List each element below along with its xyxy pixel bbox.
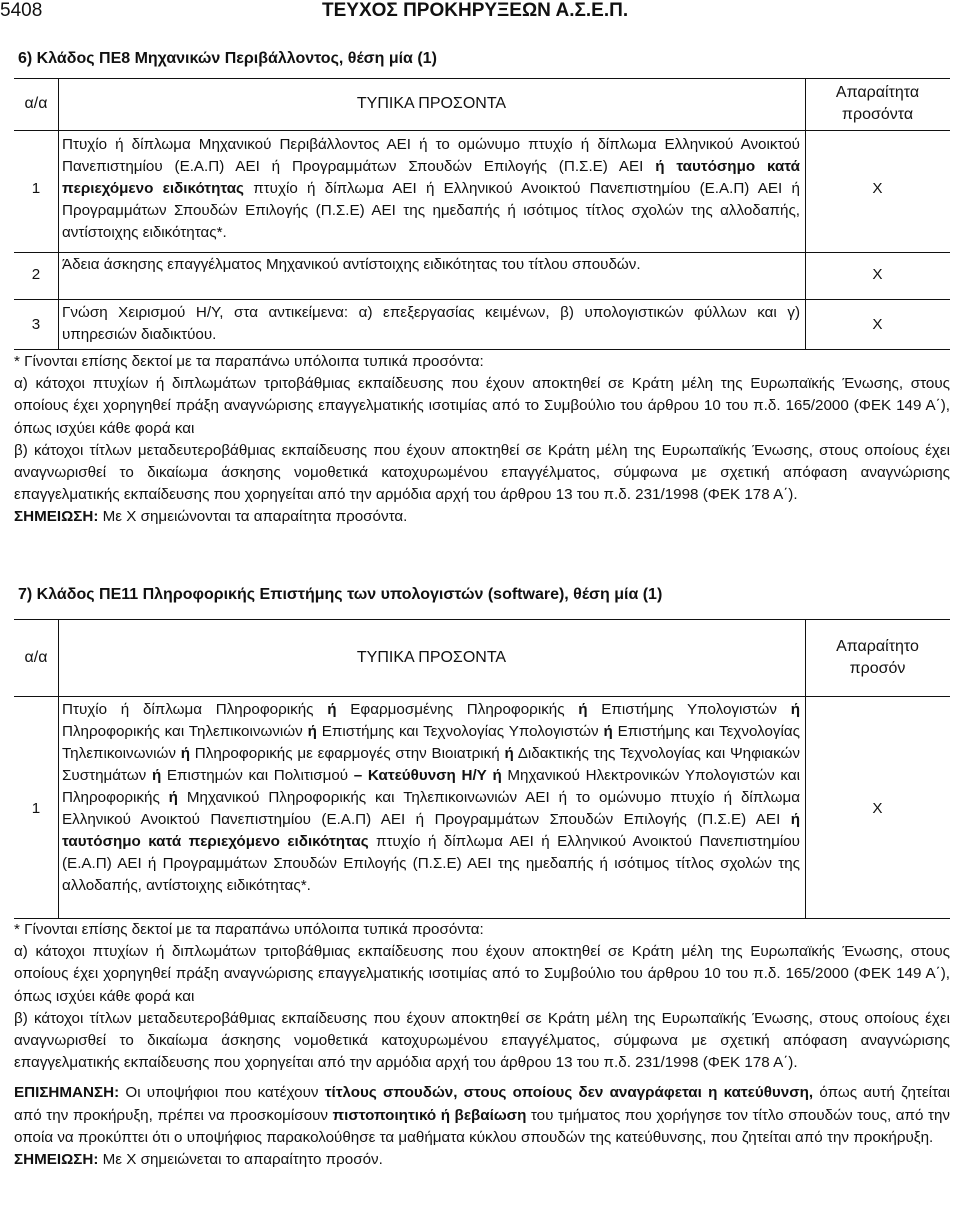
qualification-text: πτυχίο ή δίπλωμα ΑΕΙ ή Ελληνικού Ανοικτού Πανεπιστημίου (Ε.Α.Π) ΑΕΙ ή Προγραμμάτων Σπουδών Επιλογής (Π.Σ.Ε) ΑΕΙ της ημεδαπής ή ισότιμος τίτλος σχολών της αλλοδαπής, αντίστοιχης ειδικότητας*. bbox=[62, 833, 800, 894]
row-number: 1 bbox=[31, 800, 41, 817]
note-b: β) κάτοχοι τίτλων μεταδευτεροβάθμιας εκπαίδευσης που έχουν αποκτηθεί σε Κράτη μέλη της Ευρωπαϊκής Ένωσης, στους οποίους έχει αναγνωρισθεί το δικαίωμα άσκησης νομοθετικά κατοχυρωμένου επαγγέλματος, σύμφωνα με σχετική απόφαση αναγνώρισης επαγγελματικής εκπαίδευσης που χορηγείται από την αρμόδια αρχή του άρθρου 13 του π.δ. 231/1998 (ΦΕΚ 178 Α΄). bbox=[14, 441, 950, 504]
qualification-bold: ή bbox=[578, 701, 588, 718]
col-header-quals: ΤΥΠΙΚΑ ΠΡΟΣΟΝΤΑ bbox=[356, 649, 507, 666]
remark-text: Με Χ σημειώνεται το απαραίτητο προσόν. bbox=[98, 1151, 383, 1169]
qualification-text: Πληροφορικής με εφαρμογές στην Βιοιατρική bbox=[190, 745, 505, 762]
table-border bbox=[14, 349, 950, 350]
note-remark bbox=[14, 1149, 950, 1171]
qualification-text: Επιστήμης και Τεχνολογίας Υπολογιστών bbox=[316, 723, 604, 740]
remark-label: ΣΗΜΕΙΩΣΗ: bbox=[14, 1151, 99, 1169]
col-header-required-line2: προσόντα bbox=[841, 106, 914, 123]
col-header-required bbox=[805, 636, 950, 680]
note-b: β) κάτοχοι τίτλων μεταδευτεροβάθμιας εκπαίδευσης που έχουν αποκτηθεί σε Κράτη μέλη της Ευρωπαϊκής Ένωσης, στους οποίους έχει αναγνωρισθεί το δικαίωμα άσκησης νομοθετικά κατοχυρωμένου επαγγέλματος, σύμφωνα με σχετική απόφαση αναγνώρισης επαγγελματικής εκπαίδευσης που χορηγείται από την αρμόδια αρχή του άρθρου 13 του π.δ. 231/1998 (ΦΕΚ 178 Α΄). bbox=[14, 1009, 950, 1072]
section6-title: 6) Κλάδος ΠΕ8 Μηχανικών Περιβάλλοντος, θέση μία (1) bbox=[18, 50, 437, 67]
note-intro: * Γίνονται επίσης δεκτοί με τα παραπάνω υπόλοιπα τυπικά προσόντα: bbox=[14, 353, 484, 370]
row-number: 3 bbox=[31, 316, 41, 333]
attention-text: του τμήματος που χορήγησε τον τίτλο σπουδών τους, από την οποία να προκύπτει ότι ο υποψήφιος παρακολούθησε τα μαθήματα κύκλου σπουδών της κατεύθυνσης, που ζητείται από την προκήρυξη. bbox=[14, 1106, 950, 1146]
col-header-required-line1: Απαραίτητα bbox=[835, 84, 920, 101]
note-a: α) κάτοχοι πτυχίων ή διπλωμάτων τριτοβάθμιας εκπαίδευσης που έχουν αποκτηθεί σε Κράτη μέλη της Ευρωπαϊκής Ένωσης, στους οποίους έχει χορηγηθεί πράξη αναγνώρισης επαγγελματικής ισοτιμίας από το Συμβούλιο του άρθρου 10 του π.δ. 165/2000 (ΦΕΚ 149 Α΄), όπως ισχύει κάθε φορά και bbox=[14, 943, 950, 1005]
qualification-bold: ή bbox=[790, 701, 800, 718]
table-border bbox=[14, 252, 950, 253]
attention-text: όπως αυτή ζητείται από την προκήρυξη, πρέπει να προσκομίσουν bbox=[14, 1084, 950, 1124]
col-header-required-line1: Απαραίτητο bbox=[836, 638, 919, 655]
col-header-required bbox=[805, 82, 950, 126]
row-number: 1 bbox=[31, 180, 41, 197]
qualification-text: πτυχίο ή δίπλωμα ΑΕΙ ή Ελληνικού Ανοικτού Πανεπιστημίου (Ε.Α.Π) ΑΕΙ ή Προγραμμάτων Σπουδών Επιλογής (Π.Σ.Ε) ΑΕΙ της ημεδαπής ή ισότιμος τίτλος σχολών της αλλοδαπής, αντίστοιχης ειδικότητας*. bbox=[62, 180, 800, 241]
table-border bbox=[14, 299, 950, 300]
table-border bbox=[14, 78, 950, 79]
required-mark: Χ bbox=[872, 180, 883, 197]
attention-bold: πιστοποιητικό ή βεβαίωση bbox=[332, 1106, 527, 1124]
qualification-text: Επιστήμης και Τεχνολογίας Τηλεπικοινωνιών bbox=[62, 723, 801, 762]
note-intro: * Γίνονται επίσης δεκτοί με τα παραπάνω υπόλοιπα τυπικά προσόντα: bbox=[14, 921, 484, 938]
section7-notes bbox=[14, 919, 950, 1171]
qualification-bold: ή bbox=[168, 789, 178, 806]
table-border bbox=[14, 696, 950, 697]
qualification-bold: ή ταυτόσημο κατά περιεχόμενο ειδικότητας bbox=[62, 158, 800, 197]
note-a: α) κάτοχοι πτυχίων ή διπλωμάτων τριτοβάθμιας εκπαίδευσης που έχουν αποκτηθεί σε Κράτη μέλη της Ευρωπαϊκής Ένωσης, στους οποίους έχει χορηγηθεί πράξη αναγνώρισης επαγγελματικής ισοτιμίας από το Συμβούλιο του άρθρου 10 του π.δ. 165/2000 (ΦΕΚ 149 Α΄), όπως ισχύει κάθε φορά και bbox=[14, 375, 950, 437]
qualification-bold: ή bbox=[327, 701, 337, 718]
required-mark: Χ bbox=[872, 316, 883, 333]
note-remark bbox=[14, 506, 950, 528]
qualification-bold: ή bbox=[504, 745, 514, 762]
attention-text: Οι υποψήφιοι που κατέχουν bbox=[119, 1084, 325, 1102]
required-mark: Χ bbox=[872, 266, 883, 283]
remark-text: Με Χ σημειώνονται τα απαραίτητα προσόντα. bbox=[98, 508, 408, 526]
qualification-text: Πτυχίο ή δίπλωμα Μηχανικού Περιβάλλοντος ΑΕΙ ή το ομώνυμο πτυχίο ή δίπλωμα Ελληνικού Ανοικτού Πανεπιστημίου (Ε.Α.Π) ΑΕΙ ή Προγραμμάτων Σπουδών Επιλογής (Π.Σ.Ε) ΑΕΙ bbox=[62, 136, 800, 175]
qualification-text: Διδακτικής της Τεχνολογίας και Ψηφιακών Συστημάτων bbox=[62, 745, 800, 784]
qualification-bold: ή bbox=[180, 745, 190, 762]
col-header-required-line2: προσόν bbox=[849, 660, 906, 677]
section7-title: 7) Κλάδος ΠΕ11 Πληροφορικής Επιστήμης των υπολογιστών (software), θέση μία (1) bbox=[18, 586, 663, 603]
qualification-text: Μηχανικού Ηλεκτρονικών Υπολογιστών και Πληροφορικής bbox=[62, 767, 800, 806]
col-header-quals: ΤΥΠΙΚΑ ΠΡΟΣΟΝΤΑ bbox=[356, 95, 507, 112]
qualification-text: Επιστημών και Πολιτισμού bbox=[161, 767, 354, 784]
row-qualification: Γνώση Χειρισμού Η/Υ, στα αντικείμενα: α) επεξεργασίας κειμένων, β) υπολογιστικών φύλλων και γ) υπηρεσιών διαδικτύου. bbox=[62, 304, 800, 343]
col-header-no: α/α bbox=[24, 649, 48, 666]
table-border bbox=[58, 78, 59, 349]
qualification-bold: – Κατεύθυνση Η/Υ ή bbox=[353, 767, 502, 784]
required-mark: Χ bbox=[872, 800, 883, 817]
qualification-text: Πληροφορικής και Τηλεπικοινωνιών bbox=[62, 723, 308, 740]
row-qualification bbox=[62, 699, 800, 897]
qualification-text: Πτυχίο ή δίπλωμα Πληροφορικής bbox=[62, 701, 328, 718]
qualification-bold: ή bbox=[603, 723, 613, 740]
qualification-text: Εφαρμοσμένης Πληροφορικής bbox=[336, 701, 579, 718]
remark-label: ΣΗΜΕΙΩΣΗ: bbox=[14, 508, 99, 526]
attention-label: ΕΠΙΣΗΜΑΝΣΗ: bbox=[14, 1084, 120, 1102]
qualification-bold: ή bbox=[151, 767, 162, 784]
page-header bbox=[0, 0, 960, 32]
section6-notes bbox=[14, 351, 950, 529]
qualification-bold: ή ταυτόσημο κατά περιεχόμενο ειδικότητας bbox=[62, 811, 800, 850]
row-number: 2 bbox=[31, 266, 41, 283]
qualification-bold: ή bbox=[307, 723, 317, 740]
table-border bbox=[14, 619, 950, 620]
note-attention bbox=[14, 1082, 950, 1149]
col-header-no: α/α bbox=[24, 95, 48, 112]
row-qualification bbox=[62, 134, 800, 244]
page-number: 5408 bbox=[0, 0, 43, 21]
issue-title: ΤΕΥΧΟΣ ΠΡΟΚΗΡΥΞΕΩΝ Α.Σ.Ε.Π. bbox=[322, 0, 629, 21]
qualification-text: Επιστήμης Υπολογιστών bbox=[587, 701, 791, 718]
attention-bold: τίτλους σπουδών, στους οποίους δεν αναγράφεται η κατεύθυνση, bbox=[324, 1084, 814, 1102]
row-qualification: Άδεια άσκησης επαγγέλματος Μηχανικού αντίστοιχης ειδικότητας του τίτλου σπουδών. bbox=[62, 256, 641, 273]
qualification-text: Μηχανικού Πληροφορικής και Τηλεπικοινωνιών ΑΕΙ ή το ομώνυμο πτυχίο ή δίπλωμα Ελληνικού Ανοικτού Πανεπιστημίου (Ε.Α.Π) ΑΕΙ ή Προγραμμάτων Σπουδών Επιλογής (Π.Σ.Ε) ΑΕΙ bbox=[62, 789, 801, 828]
table-border bbox=[14, 130, 950, 131]
